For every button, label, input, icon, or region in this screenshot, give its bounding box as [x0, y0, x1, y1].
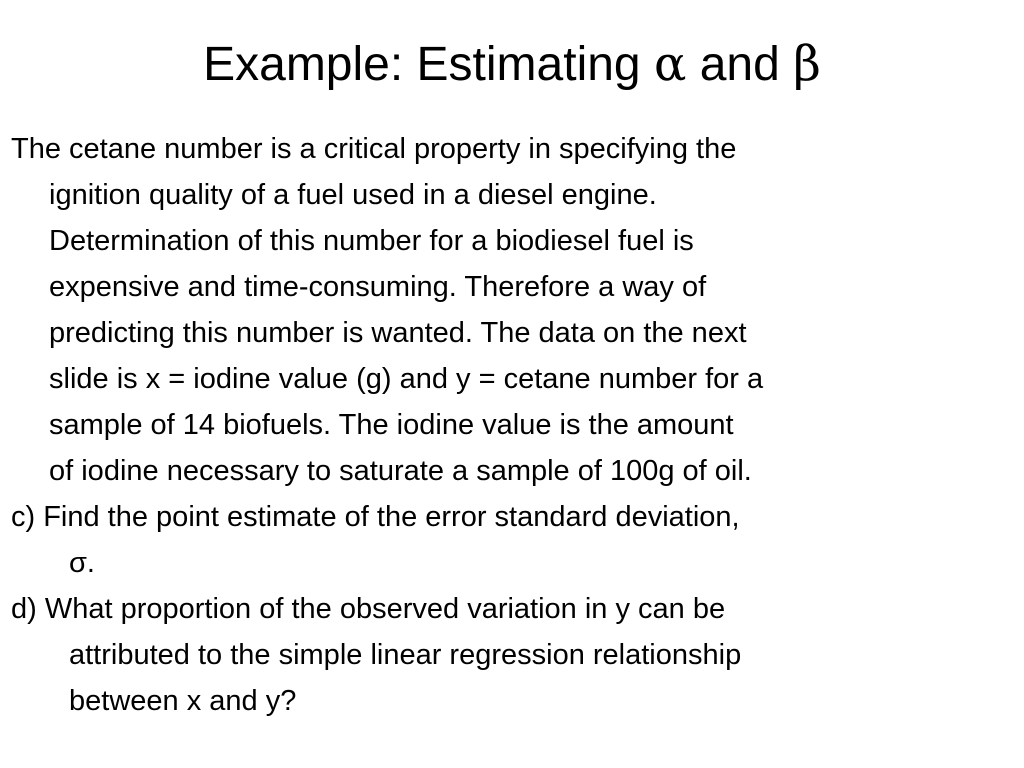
slide-body	[11, 126, 1011, 724]
slide-title	[0, 34, 1024, 95]
title-prefix: Example: Estimating	[203, 38, 654, 91]
intro-line: The cetane number is a critical property in specifying the	[11, 133, 737, 165]
intro-paragraph	[11, 126, 1011, 494]
question-d-line: d) What proportion of the observed variation in y can be	[11, 593, 726, 625]
intro-line: predicting this number is wanted. The data on the next	[49, 317, 747, 349]
title-alpha-symbol: α	[653, 36, 687, 92]
question-d	[11, 586, 1011, 724]
question-d-line: attributed to the simple linear regression relationship	[69, 639, 742, 671]
title-beta-symbol: β	[793, 36, 821, 92]
question-c-line: c) Find the point estimate of the error standard deviation,	[11, 501, 740, 533]
question-c	[11, 494, 1011, 586]
intro-line: expensive and time-consuming. Therefore a way of	[49, 271, 707, 303]
intro-line: slide is x = iodine value (g) and y = cetane number for a	[49, 363, 764, 395]
intro-line: ignition quality of a fuel used in a diesel engine.	[49, 179, 657, 211]
intro-line: Determination of this number for a biodiesel fuel is	[49, 225, 694, 257]
question-c-line: σ.	[69, 547, 95, 579]
intro-line: of iodine necessary to saturate a sample of 100g of oil.	[49, 455, 752, 487]
question-d-line: between x and y?	[69, 685, 297, 717]
title-middle: and	[686, 38, 794, 91]
intro-line: sample of 14 biofuels. The iodine value is the amount	[49, 409, 734, 441]
